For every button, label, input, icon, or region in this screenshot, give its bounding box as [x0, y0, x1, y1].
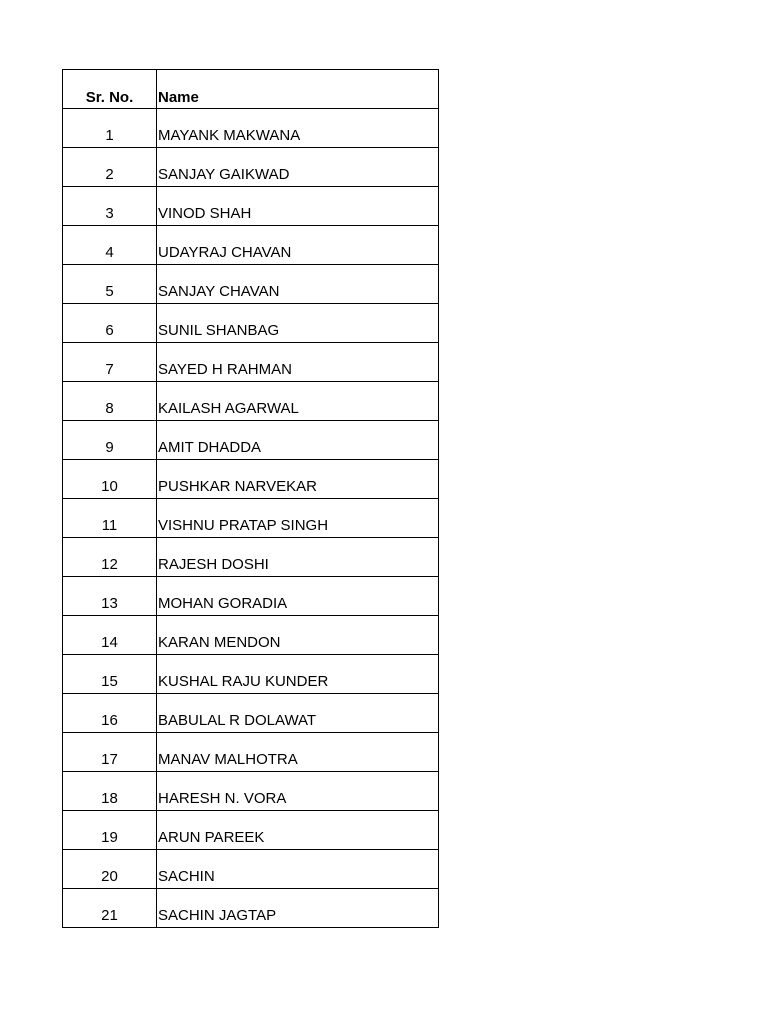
sr-no-cell: 17	[63, 733, 157, 772]
sr-no-cell: 5	[63, 265, 157, 304]
header-row	[63, 70, 439, 109]
sr-no-cell: 9	[63, 421, 157, 460]
table-row	[63, 187, 439, 226]
sr-no-cell: 18	[63, 772, 157, 811]
sr-no-cell: 15	[63, 655, 157, 694]
table-body	[63, 109, 439, 928]
sr-no-cell: 20	[63, 850, 157, 889]
table-row	[63, 811, 439, 850]
sr-no-cell: 19	[63, 811, 157, 850]
table-row	[63, 694, 439, 733]
sr-no-cell: 8	[63, 382, 157, 421]
sr-no-cell: 10	[63, 460, 157, 499]
sr-no-cell: 21	[63, 889, 157, 928]
name-cell: SANJAY GAIKWAD	[157, 148, 439, 187]
name-cell: MAYANK MAKWANA	[157, 109, 439, 148]
name-cell: SUNIL SHANBAG	[157, 304, 439, 343]
name-cell: VISHNU PRATAP SINGH	[157, 499, 439, 538]
sr-no-cell: 3	[63, 187, 157, 226]
name-cell: PUSHKAR NARVEKAR	[157, 460, 439, 499]
name-cell: BABULAL R DOLAWAT	[157, 694, 439, 733]
name-cell: UDAYRAJ CHAVAN	[157, 226, 439, 265]
table-row	[63, 772, 439, 811]
name-cell: RAJESH DOSHI	[157, 538, 439, 577]
sr-no-cell: 2	[63, 148, 157, 187]
table-row	[63, 538, 439, 577]
sr-no-cell: 1	[63, 109, 157, 148]
name-cell: ARUN PAREEK	[157, 811, 439, 850]
table-row	[63, 343, 439, 382]
sr-no-cell: 7	[63, 343, 157, 382]
sr-no-cell: 12	[63, 538, 157, 577]
name-cell: MOHAN GORADIA	[157, 577, 439, 616]
name-cell: KAILASH AGARWAL	[157, 382, 439, 421]
table-row	[63, 733, 439, 772]
name-cell: AMIT DHADDA	[157, 421, 439, 460]
sr-no-header: Sr. No.	[63, 70, 157, 109]
table-row	[63, 577, 439, 616]
table-row	[63, 850, 439, 889]
table-row	[63, 460, 439, 499]
name-cell: VINOD SHAH	[157, 187, 439, 226]
table-row	[63, 226, 439, 265]
table-row	[63, 148, 439, 187]
name-cell: SANJAY CHAVAN	[157, 265, 439, 304]
sr-no-cell: 11	[63, 499, 157, 538]
name-header: Name	[157, 70, 439, 109]
name-cell: MANAV MALHOTRA	[157, 733, 439, 772]
name-cell: KARAN MENDON	[157, 616, 439, 655]
sr-no-cell: 4	[63, 226, 157, 265]
table-row	[63, 616, 439, 655]
table-row	[63, 421, 439, 460]
name-cell: SACHIN	[157, 850, 439, 889]
name-cell: SACHIN JAGTAP	[157, 889, 439, 928]
name-list-table	[62, 69, 439, 928]
table-row	[63, 109, 439, 148]
name-cell: HARESH N. VORA	[157, 772, 439, 811]
table-row	[63, 304, 439, 343]
table-row	[63, 499, 439, 538]
sr-no-cell: 13	[63, 577, 157, 616]
name-list-sheet	[62, 69, 438, 928]
table-row	[63, 655, 439, 694]
table-row	[63, 265, 439, 304]
sr-no-cell: 14	[63, 616, 157, 655]
name-cell: KUSHAL RAJU KUNDER	[157, 655, 439, 694]
sr-no-cell: 6	[63, 304, 157, 343]
sr-no-cell: 16	[63, 694, 157, 733]
table-row	[63, 889, 439, 928]
table-header	[63, 70, 439, 109]
table-row	[63, 382, 439, 421]
name-cell: SAYED H RAHMAN	[157, 343, 439, 382]
